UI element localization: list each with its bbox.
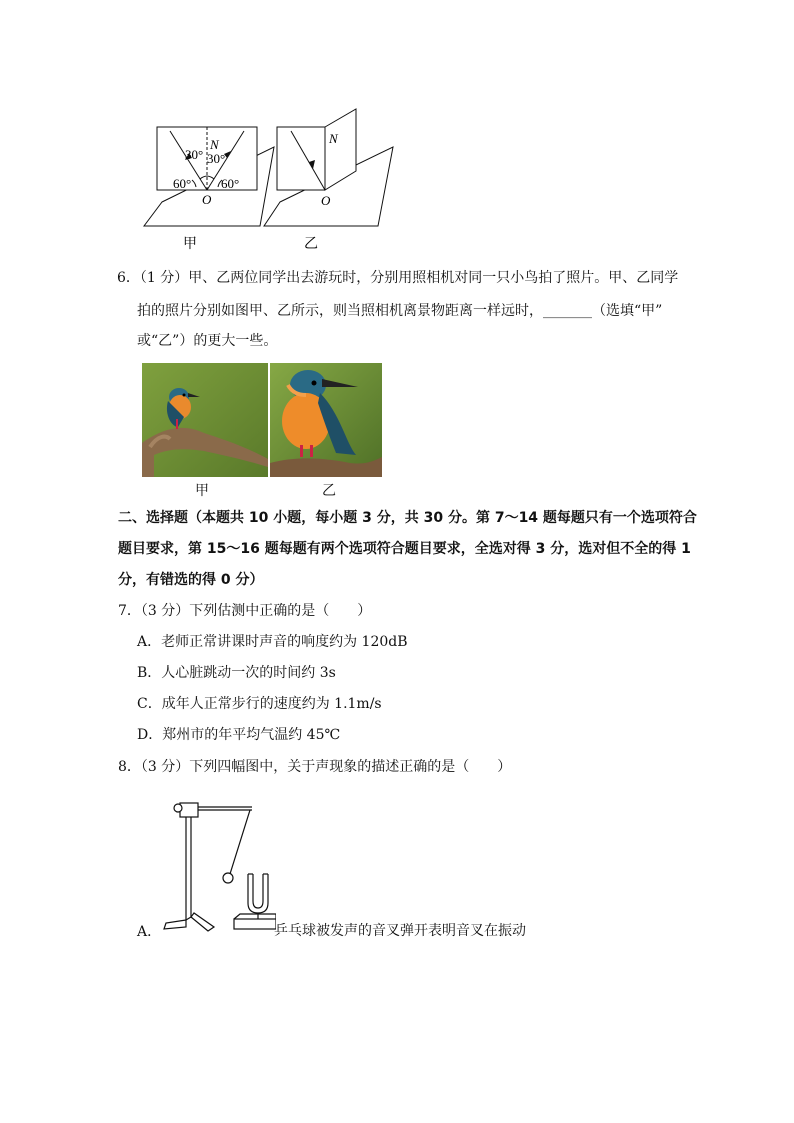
photo-jia-kingfisher: [142, 363, 268, 477]
q8-stem: 8．（3 分）下列四幅图中，关于声现象的描述正确的是（ ）: [118, 759, 512, 775]
angle-label-out-bottom: 60°: [221, 176, 240, 191]
q7-option-a: A．老师正常讲课时声音的响度约为 120dB: [137, 634, 408, 650]
normal-label-left: N: [210, 137, 219, 152]
q6-line-2: 拍的照片分别如图甲、乙所示，则当照相机离景物距离一样远时，_______（选填“甲”: [137, 303, 663, 319]
angle-label-in-bottom: 60°: [173, 176, 192, 191]
normal-label-right: N: [329, 131, 338, 146]
reflection-figure-right: [264, 109, 393, 226]
reflection-figure-left: [144, 127, 274, 226]
q6-line-3: 或“乙”）的更大一些。: [137, 333, 278, 349]
board-right-front: [277, 127, 325, 190]
angle-label-in-top: 30°: [185, 147, 204, 162]
board-right-folded: [325, 109, 356, 190]
q8-option-a-letter: A．: [137, 924, 162, 940]
tuning-fork-apparatus-figure: [158, 795, 276, 940]
q7-option-c: C．成年人正常步行的速度约为 1.1m/s: [137, 696, 382, 712]
caption-jia-photo: 甲: [195, 483, 209, 499]
q6-line-1: 6．（1 分）甲、乙两位同学出去游玩时，分别用照相机对同一只小鸟拍了照片。甲、乙同学: [117, 270, 679, 286]
reflection-figure: [140, 105, 410, 255]
section-2-heading-line-2: 题目要求，第 15～16 题每题有两个选项符合题目要求，全选对得 3 分，选对但不全的得 1: [118, 541, 691, 557]
point-o-label-right: O: [321, 193, 331, 208]
caption-yi-reflection: 乙: [304, 237, 318, 252]
section-2-heading-line-1: 二、选择题（本题共 10 小题，每小题 3 分，共 30 分。第 7～14 题每题只有一个选项符合: [118, 510, 697, 526]
caption-yi-photo: 乙: [322, 483, 336, 499]
photo-yi-kingfisher: [270, 363, 382, 477]
q7-stem: 7．（3 分）下列估测中正确的是（ ）: [118, 603, 372, 619]
q8-option-a-text: 乒乓球被发声的音叉弹开表明音叉在振动: [274, 923, 526, 939]
section-2-heading-line-3: 分，有错选的得 0 分）: [118, 572, 264, 588]
angle-label-out-top: 30°: [207, 151, 226, 166]
q7-option-d: D．郑州市的年平均气温约 45℃: [137, 727, 341, 743]
point-o-label-left: O: [202, 192, 212, 207]
q7-option-b: B．人心脏跳动一次的时间约 3s: [137, 665, 336, 681]
caption-jia-reflection: 甲: [183, 237, 197, 252]
